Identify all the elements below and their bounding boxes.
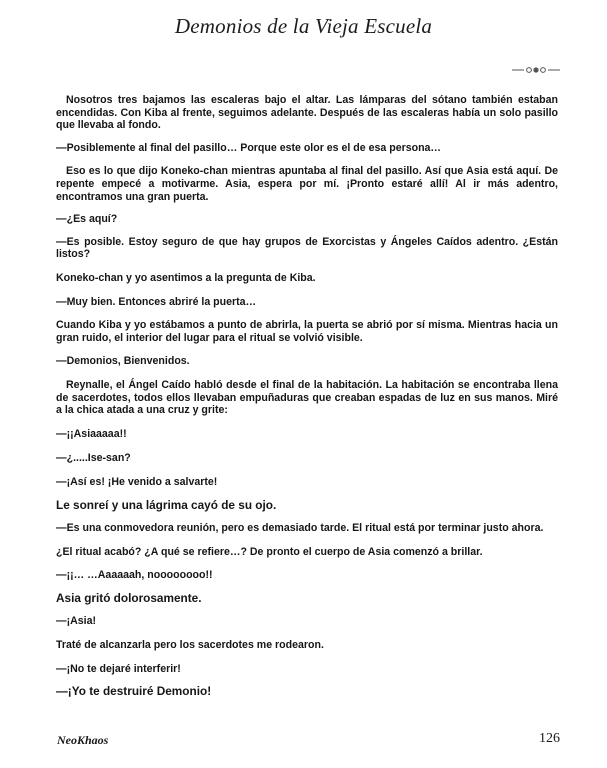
paragraph: —¡Así es! ¡He venido a salvarte! bbox=[56, 475, 218, 488]
paragraph: —¿.....Ise-san? bbox=[56, 452, 131, 465]
paragraph: —¿Es aquí? bbox=[56, 213, 118, 226]
paragraph: —¡No te dejaré interferir! bbox=[56, 662, 181, 675]
paragraph: Le sonreí y una lágrima cayó de su ojo. bbox=[56, 498, 277, 513]
paragraph: Nosotros tres bajamos las escaleras bajo el altar. Las lámparas del sótano también estaban encendidas. Con Kiba al frente, seguimos adelante. Después de las escaleras había un solo pasillo que llevaba al fondo. bbox=[56, 94, 558, 132]
paragraph: Koneko-chan y yo asentimos a la pregunta de Kiba. bbox=[56, 271, 316, 284]
ornament-divider-icon bbox=[512, 65, 560, 75]
paragraph: —¡¡… …Aaaaaah, noooooooo!! bbox=[56, 569, 213, 582]
paragraph: —Es una conmovedora reunión, pero es demasiado tarde. El ritual está por terminar justo ahora. bbox=[56, 522, 544, 535]
paragraph: Cuando Kiba y yo estábamos a punto de abrirla, la puerta se abrió por sí misma. Mientras hacia un gran ruido, el interior del lugar para el ritual se volvió visible. bbox=[56, 319, 558, 344]
body-text bbox=[56, 94, 558, 698]
paragraph: Traté de alcanzarla pero los sacerdotes me rodearon. bbox=[56, 639, 324, 652]
paragraph: —Posiblemente al final del pasillo… Porque este olor es el de esa persona… bbox=[56, 141, 442, 154]
page-title: Demonios de la Vieja Escuela bbox=[174, 14, 433, 38]
paragraph: —¡Yo te destruiré Demonio! bbox=[56, 684, 212, 699]
paragraph: —Muy bien. Entonces abriré la puerta… bbox=[56, 295, 257, 308]
paragraph: ¿El ritual acabó? ¿A qué se refiere…? De pronto el cuerpo de Asia comenzó a brillar. bbox=[56, 545, 483, 558]
footer-brand: NeoKhaos bbox=[57, 733, 109, 747]
paragraph: —¡¡Asiaaaaa!! bbox=[56, 427, 127, 440]
paragraph: Asia gritó dolorosamente. bbox=[56, 590, 202, 605]
page-number: 126 bbox=[539, 731, 560, 746]
paragraph: —Es posible. Estoy seguro de que hay grupos de Exorcistas y Ángeles Caídos adentro. ¿Están listos? bbox=[56, 235, 558, 261]
paragraph: Eso es lo que dijo Koneko-chan mientras apuntaba al final del pasillo. Así que Asia está aquí. De repente empecé a motivarme. Asia, espera por mí. ¡Pronto estaré allí! Al ir más adentro, encontramos una gran puerta. bbox=[56, 165, 558, 203]
paragraph: —¡Asia! bbox=[56, 615, 97, 628]
paragraph: —Demonios, Bienvenidos. bbox=[56, 355, 190, 368]
paragraph: Reynalle, el Ángel Caído habló desde el final de la habitación. La habitación se encontraba llena de sacerdotes, todos ellos llevaban empuñaduras que creaban espadas de luz en sus manos. Miré a la chica atada a una cruz y grite: bbox=[56, 378, 558, 417]
